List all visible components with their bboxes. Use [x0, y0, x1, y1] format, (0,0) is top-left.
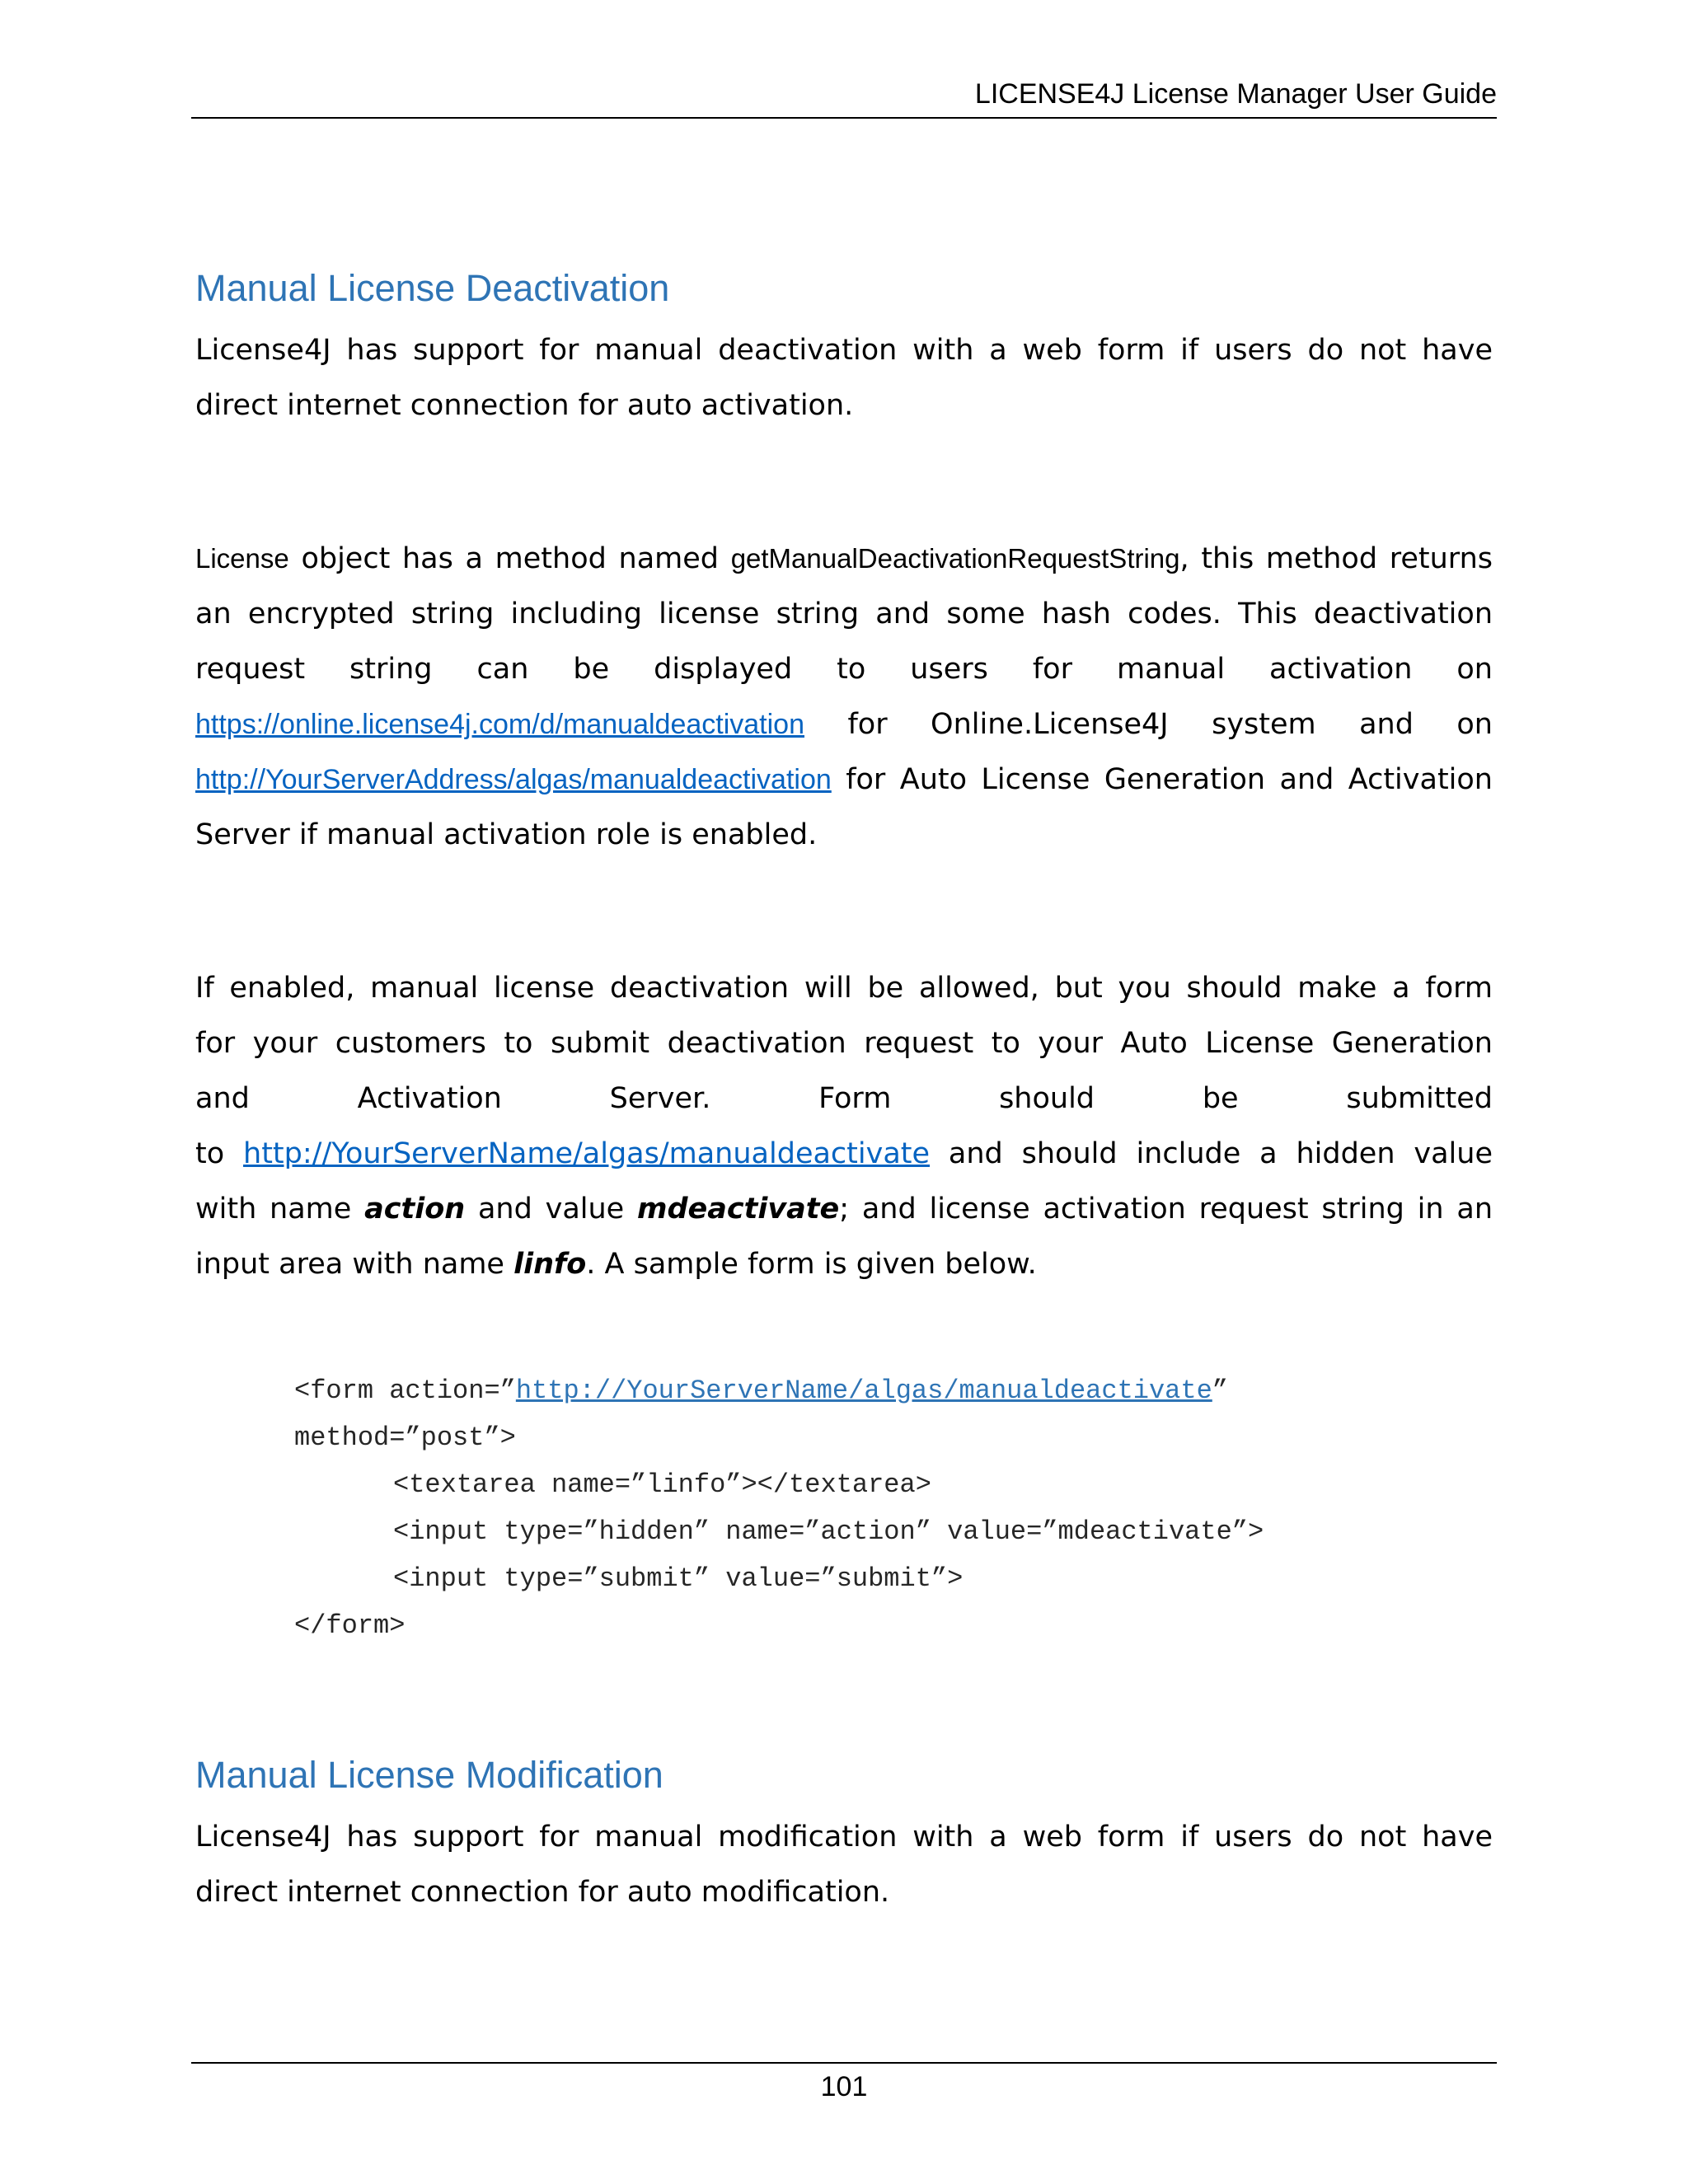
modification-intro-paragraph: License4J has support for manual modification with a web form if users do not have direct internet connection for auto modification. [195, 1821, 1493, 1909]
code-line: </form> [294, 1610, 406, 1641]
online-deactivation-link[interactable]: https://online.license4j.com/d/manualdeactivation [195, 709, 804, 740]
page-header [191, 77, 1497, 119]
code-line [294, 1367, 1481, 1414]
deactivation-intro-paragraph: License4J has support for manual deactivation with a web form if users do not have direct internet connection for auto activation. [195, 334, 1493, 422]
param-mdeactivate: mdeactivate [637, 1193, 840, 1226]
server-deactivation-link[interactable]: http://YourServerAddress/algas/manualdeactivation [195, 764, 832, 795]
code-line [294, 1508, 1481, 1555]
paragraph-line: If enabled, manual license deactivation will be allowed, but you should make a form [195, 972, 1493, 1005]
text-run: and should include a hidden value with name [195, 1137, 1493, 1226]
paragraph-line: for your customers to submit deactivation request to your Auto License Generation [195, 1027, 1493, 1060]
method-name: getManualDeactivationRequestString [730, 543, 1180, 574]
text-run: object has a method named [288, 542, 731, 575]
code-text: <textarea name=”linfo”></textarea> [393, 1469, 931, 1500]
text-run: for Auto License Generation and Activation Server if manual activation role is enabled. [195, 763, 1493, 851]
text-run: to [195, 1137, 244, 1170]
text-run: for Online.License4J system and on [804, 708, 1493, 741]
code-text: <input type=”submit” value=”submit”> [393, 1563, 964, 1594]
deactivation-form-paragraph [195, 961, 1493, 1292]
page-number: 101 [820, 2071, 868, 2102]
code-text: <form action=” [294, 1376, 516, 1406]
code-line [294, 1555, 1481, 1602]
paragraph-line: and Activation Server. Form should be submitted [195, 1082, 1493, 1115]
code-deactivate-link[interactable]: http://YourServerName/algas/manualdeactivate [515, 1376, 1212, 1406]
text-run: . A sample form is given below. [586, 1248, 1037, 1281]
text-run: ; and license activation request string in an input area with name [195, 1193, 1493, 1281]
paragraph-continuation [195, 1127, 1493, 1292]
license-class-name: License [195, 543, 289, 574]
param-linfo: linfo [513, 1248, 587, 1281]
param-action: action [364, 1193, 466, 1226]
section-heading-manual-license-modification: Manual License Modification [195, 1754, 663, 1796]
section-heading-manual-license-deactivation: Manual License Deactivation [195, 267, 670, 309]
text-run: , this method returns an encrypted string including license string and some hash codes. This deactivation request string can be displayed to users for manual activation on [195, 542, 1493, 686]
text-run: and value [465, 1193, 637, 1226]
code-text: ” [1212, 1376, 1228, 1406]
manual-deactivate-link[interactable]: http://YourServerName/algas/manualdeactivate [243, 1137, 931, 1170]
code-line: method=”post”> [294, 1422, 516, 1453]
footer-rule [191, 2062, 1497, 2064]
code-line [294, 1461, 1481, 1508]
sample-form-code-block [294, 1367, 1481, 1649]
header-title: LICENSE4J License Manager User Guide [974, 78, 1497, 110]
code-text: <input type=”hidden” name=”action” value=”mdeactivate”> [393, 1516, 1264, 1547]
deactivation-method-paragraph [195, 531, 1493, 863]
